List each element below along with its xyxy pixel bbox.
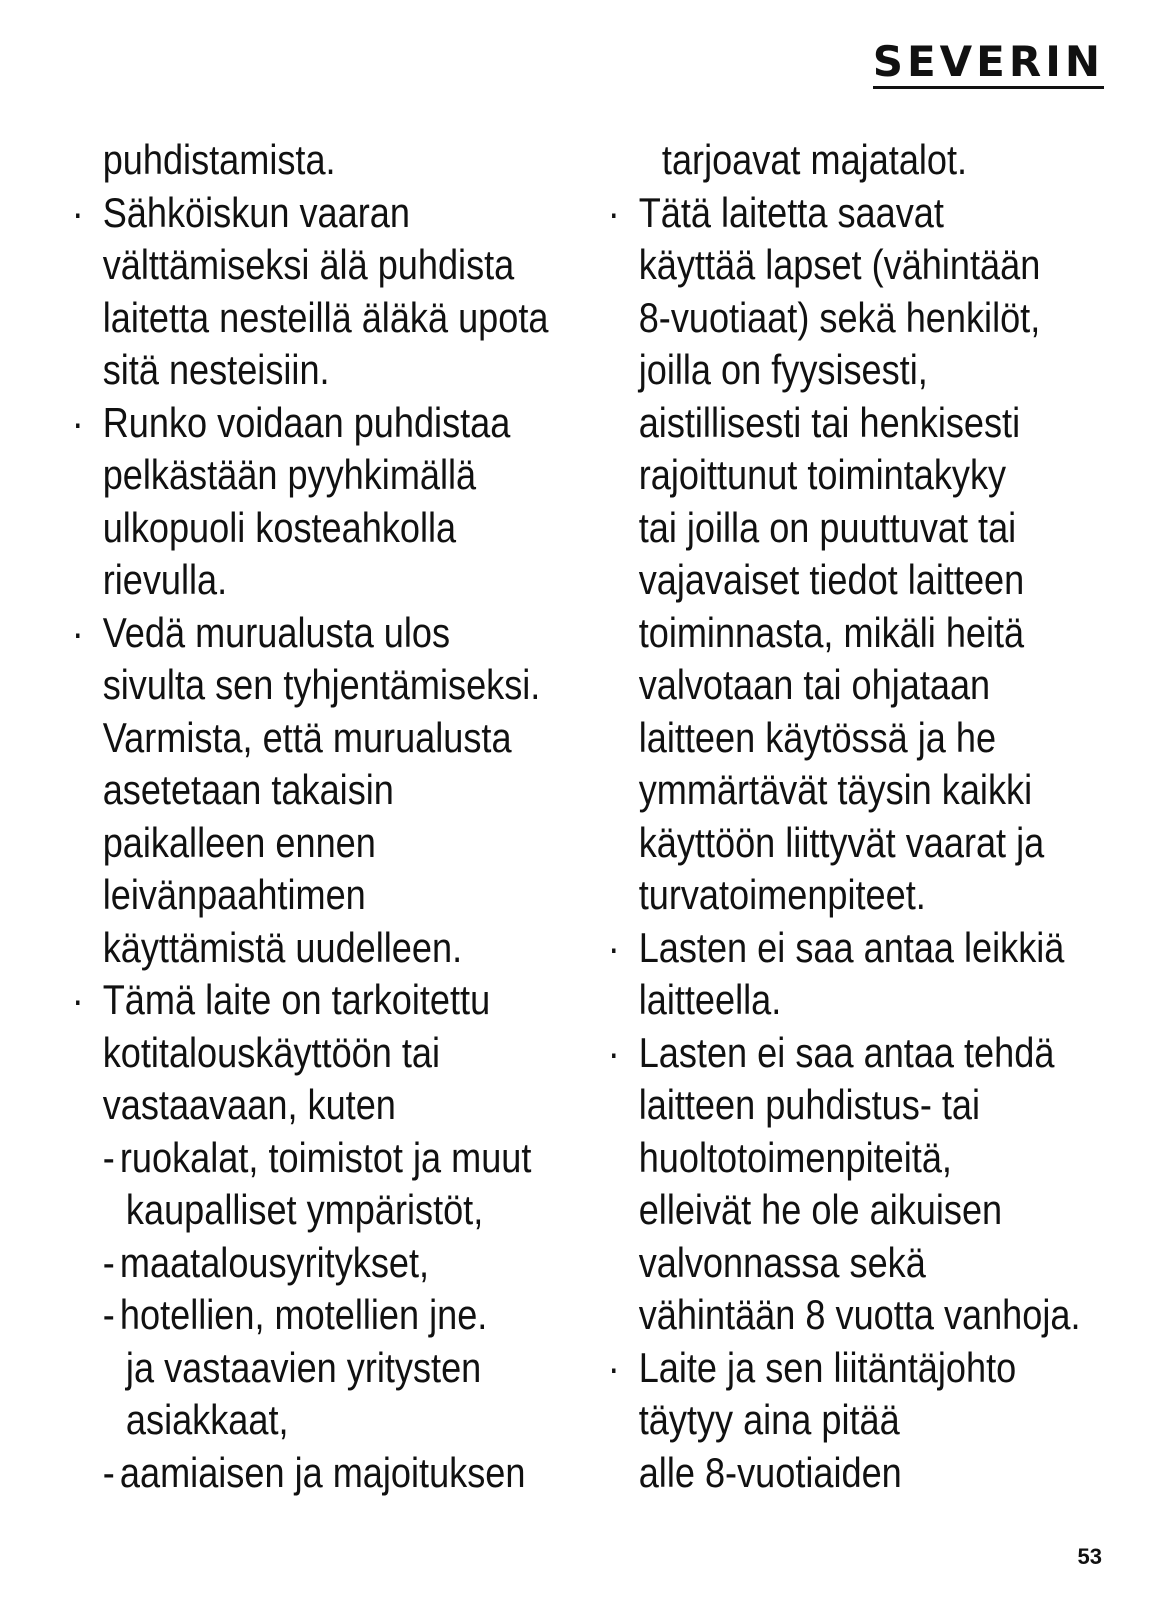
severin-logo: SEVERIN [873, 40, 1104, 89]
line-text: Lasten ei saa antaa tehdä [638, 1028, 1055, 1076]
line-text: sivulta sen tyhjentämiseksi. [102, 661, 541, 708]
page-number: 53 [1077, 1544, 1102, 1569]
line-text: 8-vuotiaat) sekä henkilöt, [638, 293, 1041, 341]
line-text: paikalleen ennen [102, 818, 376, 866]
line-text: joilla on fyysisesti, [638, 346, 928, 393]
line-text: valvonnassa sekä [638, 1238, 926, 1286]
bullet-item-line [64, 187, 554, 240]
line-text: Laite ja sen liitäntäjohto [638, 1343, 1017, 1391]
text-line [64, 764, 554, 817]
bullet-item-line [600, 187, 1116, 240]
text-line [64, 344, 554, 397]
text-line [600, 712, 1116, 765]
line-text: hotellien, motellien jne. [119, 1291, 488, 1338]
line-text: Tätä laitetta saavat [638, 188, 944, 236]
bullet-marker: · [607, 1028, 620, 1076]
text-line [600, 869, 1116, 922]
line-text: välttämiseksi älä puhdista [102, 241, 515, 288]
text-line [600, 397, 1116, 450]
text-line [64, 869, 554, 922]
bullet-marker: · [71, 398, 84, 446]
text-line [600, 1237, 1116, 1290]
text-line [600, 1184, 1116, 1237]
line-text: laitetta nesteillä äläkä upota [102, 293, 549, 341]
line-text: kotitalouskäyttöön tai [102, 1028, 441, 1076]
text-line [64, 1447, 554, 1500]
text-line [600, 134, 1116, 187]
line-text: asiakkaat, [125, 1396, 289, 1443]
text-line [64, 712, 554, 765]
bullet-marker: · [71, 188, 84, 236]
bullet-marker: · [71, 976, 84, 1023]
text-line [600, 1447, 1116, 1500]
bullet-item-line [64, 397, 554, 450]
dash-marker: - [102, 1448, 115, 1496]
text-line [600, 554, 1116, 607]
line-text: aamiaisen ja majoituksen [119, 1448, 526, 1496]
text-line [64, 1342, 554, 1395]
line-text: vastaavaan, kuten [102, 1081, 396, 1128]
line-text: rajoittunut toimintakyky [638, 451, 1007, 498]
bullet-marker: · [607, 188, 620, 236]
dash-marker: - [102, 1291, 115, 1338]
line-text: Vedä murualusta ulos [102, 608, 451, 656]
text-line [600, 607, 1116, 660]
text-line [600, 1079, 1116, 1132]
line-text: vähintään 8 vuotta vanhoja. [638, 1291, 1081, 1338]
line-text: turvatoimenpiteet. [638, 871, 926, 918]
line-text: tai joilla on puuttuvat tai [638, 503, 1017, 551]
text-line [600, 1394, 1116, 1447]
line-text: asetetaan takaisin [102, 766, 394, 813]
text-line [64, 817, 554, 870]
text-line [64, 1079, 554, 1132]
text-line [600, 449, 1116, 502]
line-text: leivänpaahtimen [102, 871, 366, 918]
line-text: täytyy aina pitää [638, 1396, 900, 1443]
text-line [600, 974, 1116, 1027]
line-text: alle 8-vuotiaiden [638, 1448, 902, 1496]
line-text: vajavaiset tiedot laitteen [638, 556, 1025, 603]
line-text: ymmärtävät täysin kaikki [638, 766, 1033, 813]
line-text: laitteella. [638, 976, 782, 1023]
bullet-item-line [600, 922, 1116, 975]
line-text: käyttämistä uudelleen. [102, 923, 463, 971]
text-line [600, 1132, 1116, 1185]
line-text: Lasten ei saa antaa leikkiä [638, 923, 1065, 971]
text-line [64, 922, 554, 975]
line-text: maatalousyritykset, [119, 1238, 430, 1286]
line-text: aistillisesti tai henkisesti [638, 398, 1021, 446]
text-line [600, 292, 1116, 345]
line-text: kaupalliset ympäristöt, [125, 1186, 484, 1233]
line-text: käyttää lapset (vähintään [638, 241, 1041, 288]
text-line [64, 134, 554, 187]
text-line [64, 1027, 554, 1080]
bullet-marker: · [607, 1343, 620, 1391]
line-text: ulkopuoli kosteahkolla [102, 503, 457, 551]
line-text: ruokalat, toimistot ja muut [119, 1133, 532, 1181]
text-line [64, 659, 554, 712]
line-text: toiminnasta, mikäli heitä [638, 608, 1025, 656]
right-column [600, 134, 1116, 1499]
line-text: laitteen puhdistus- tai [638, 1081, 981, 1128]
text-line [64, 1237, 554, 1290]
text-line [600, 817, 1116, 870]
line-text: käyttöön liittyvät vaarat ja [638, 818, 1045, 866]
text-line [64, 502, 554, 555]
dash-marker: - [102, 1133, 115, 1181]
line-text: pelkästään pyyhkimällä [102, 451, 477, 498]
line-text: tarjoavat majatalot. [661, 136, 968, 183]
bullet-item-line [600, 1027, 1116, 1080]
line-text: ja vastaavien yritysten [125, 1343, 482, 1391]
bullet-item-line [600, 1342, 1116, 1395]
text-line [600, 239, 1116, 292]
text-line [600, 502, 1116, 555]
left-column [64, 134, 554, 1499]
bullet-marker: · [607, 923, 620, 971]
text-line [600, 1289, 1116, 1342]
text-line [600, 764, 1116, 817]
bullet-marker: · [71, 608, 84, 656]
line-text: Varmista, että murualusta [102, 713, 512, 761]
line-text: Tämä laite on tarkoitettu [102, 976, 491, 1023]
line-text: Sähköiskun vaaran [102, 188, 410, 236]
text-line [64, 554, 554, 607]
line-text: Runko voidaan puhdistaa [102, 398, 511, 446]
line-text: sitä nesteisiin. [102, 346, 330, 393]
text-line [64, 1184, 554, 1237]
line-text: huoltotoimenpiteitä, [638, 1133, 952, 1181]
bullet-item-line [64, 974, 554, 1027]
bullet-item-line [64, 607, 554, 660]
line-text: laitteen käytössä ja he [638, 713, 997, 761]
line-text: elleivät he ole aikuisen [638, 1186, 1003, 1233]
text-line [64, 1289, 554, 1342]
text-line [600, 344, 1116, 397]
dash-marker: - [102, 1238, 115, 1286]
text-line [64, 239, 554, 292]
line-text: valvotaan tai ohjataan [638, 661, 991, 708]
text-line [600, 659, 1116, 712]
text-line [64, 292, 554, 345]
text-line [64, 449, 554, 502]
text-line [64, 1394, 554, 1447]
line-text: puhdistamista. [102, 136, 336, 183]
text-line [64, 1132, 554, 1185]
line-text: rievulla. [102, 556, 228, 603]
